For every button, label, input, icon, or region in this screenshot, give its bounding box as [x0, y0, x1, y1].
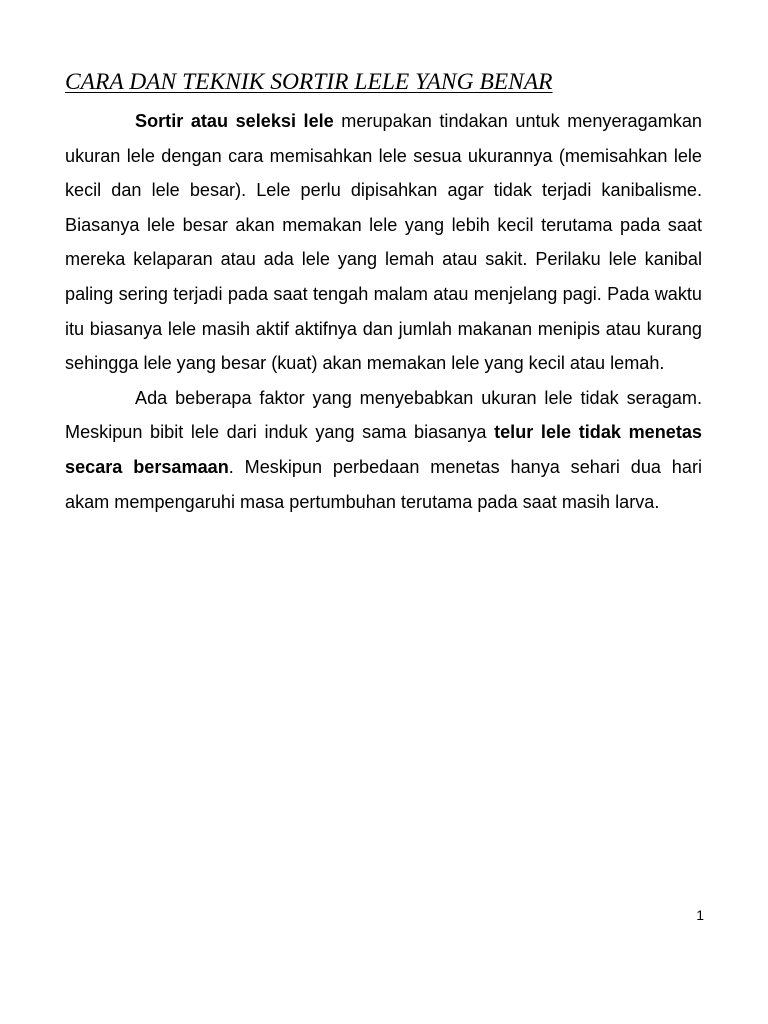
page-number: 1	[696, 907, 704, 923]
document-title: CARA DAN TEKNIK SORTIR LELE YANG BENAR	[65, 69, 553, 95]
paragraph-faktor-text-after: . Meskipun perbedaan menetas hanya sehari dua hari akam mempengaruhi masa pertumbuhan terutama pada saat masih larva.	[65, 456, 702, 512]
paragraph-sortir-text: merupakan tindakan untuk menyeragamkan ukuran lele dengan cara memisahkan lele sesua ukurannya (memisahkan lele kecil dan lele besar). Lele perlu dipisahkan agar tidak terjadi kanibalisme. Biasanya lele besar akan memakan lele yang lebih kecil terutama pada saat mereka kelaparan atau ada lele yang lemah atau sakit. Perilaku lele kanibal paling sering terjadi pada saat tengah malam atau menjelang pagi. Pada waktu itu biasanya lele masih aktif aktifnya dan jumlah makanan menipis atau kurang sehingga lele yang besar (kuat) akan memakan lele yang kecil atau lemah.	[65, 111, 702, 374]
bold-lead-sortir: Sortir atau seleksi lele	[135, 111, 334, 131]
paragraph-sortir	[65, 104, 702, 381]
document-body	[65, 104, 702, 519]
paragraph-faktor	[65, 381, 702, 519]
paragraph-faktor-text-before: Ada beberapa faktor yang menyebabkan ukuran lele tidak seragam. Meskipun bibit lele dari induk yang sama biasanya	[65, 387, 702, 443]
bold-phrase-telur: telur lele tidak menetas secara bersamaan	[65, 422, 702, 477]
